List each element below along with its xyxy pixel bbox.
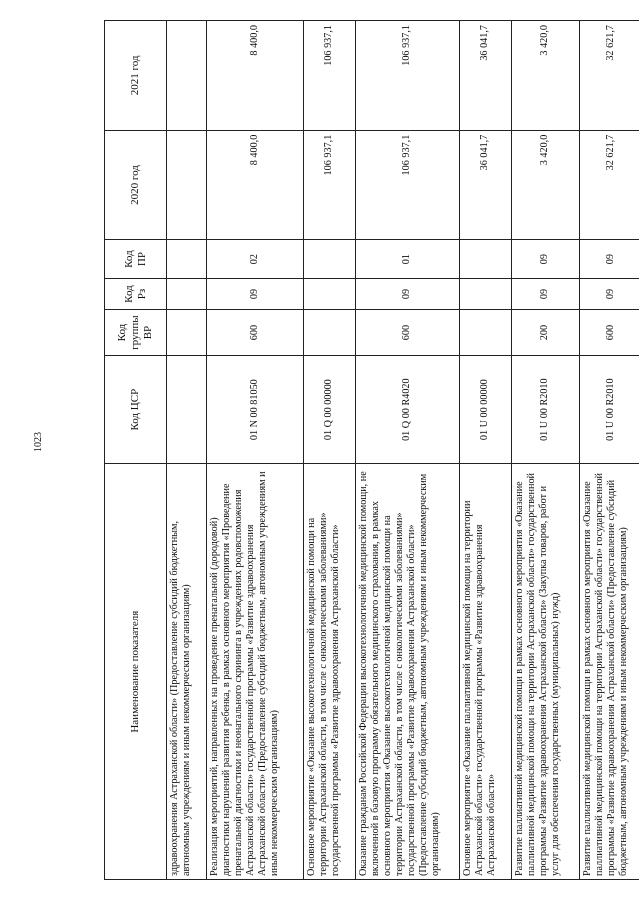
row-2021: 106 937,1 <box>304 21 356 131</box>
row-vr: 600 <box>356 310 460 356</box>
row-rz: 09 <box>512 278 580 309</box>
row-vr <box>304 310 356 356</box>
row-2021 <box>167 21 207 131</box>
row-2020: 8 400,0 <box>207 130 304 240</box>
row-csr: 01 Q 00 00000 <box>304 355 356 463</box>
row-csr <box>167 355 207 463</box>
row-csr: 01 N 00 81050 <box>207 355 304 463</box>
row-2020: 32 621,7 <box>580 130 639 240</box>
table-row <box>356 21 460 880</box>
header-2020: 2020 год <box>105 130 167 240</box>
row-rz <box>167 278 207 309</box>
row-rz: 09 <box>207 278 304 309</box>
row-name: Оказание гражданам Российской Федерации высокотехнологичной медицинской помощи, не включенной в базовую программу обязательного медицинского страхования, в рамках основного мероприятия «Оказание высокотехнологичной медицинской помощи на территории Астраханской области, в том числе с онкологическими заболеваниями» государственной программы «Развитие здравоохранения Астраханской области» (Предоставление субсидий бюджетным, автономным учреждениям и иным некоммерческим организациям) <box>356 464 460 880</box>
row-csr: 01 U 00 R2010 <box>512 355 580 463</box>
row-csr: 01 U 00 R2010 <box>580 355 639 463</box>
row-name: Реализация мероприятий, направленных на проведение пренатальной (дородовой) диагностики нарушений развития ребенка, в рамках основного мероприятия «Проведение пренатальной диагностики и неонатального скрининга в учреждениях родовспоможения Астраханской области» государственной программы «Развитие здравоохранения Астраханской области» (Предоставление субсидий бюджетным, автономным учреждениям и иным некоммерческим организациям) <box>207 464 304 880</box>
header-2021: 2021 год <box>105 21 167 131</box>
row-2021: 106 937,1 <box>356 21 460 131</box>
row-2020 <box>167 130 207 240</box>
table-header-row <box>105 21 167 880</box>
row-csr: 01 U 00 00000 <box>460 355 512 463</box>
row-pr <box>304 240 356 279</box>
row-name: Основное мероприятие «Оказание высокотехнологичной медицинской помощи на территории Астраханской области, в том числе с онкологическими заболеваниями» государственной программы «Развитие здравоохранения Астраханской области» <box>304 464 356 880</box>
row-name: Развитие паллиативной медицинской помощи в рамках основного мероприятия «Оказание паллиативной медицинской помощи на территории Астраханской области» государственной программы «Развитие здравоохранения Астраханской области» (Закупка товаров, работ и услуг для обеспечения государственных (муниципальных) нужд) <box>512 464 580 880</box>
table-row <box>512 21 580 880</box>
row-vr: 600 <box>580 310 639 356</box>
header-rz: Код Рз <box>105 278 167 309</box>
row-rz <box>460 278 512 309</box>
row-pr: 09 <box>580 240 639 279</box>
table-row <box>304 21 356 880</box>
row-vr <box>167 310 207 356</box>
row-2020: 106 937,1 <box>356 130 460 240</box>
row-name: Основное мероприятие «Оказание паллиативной медицинской помощи на территории Астраханской области» государственной программы «Развитие здравоохранения Астраханской области» <box>460 464 512 880</box>
header-pr: Код ПР <box>105 240 167 279</box>
row-2020: 36 041,7 <box>460 130 512 240</box>
table-row <box>580 21 639 880</box>
row-2020: 106 937,1 <box>304 130 356 240</box>
row-rz <box>304 278 356 309</box>
header-vr: Код группы ВР <box>105 310 167 356</box>
table-row <box>167 21 207 880</box>
row-vr: 200 <box>512 310 580 356</box>
row-pr: 02 <box>207 240 304 279</box>
row-pr <box>167 240 207 279</box>
row-pr: 09 <box>512 240 580 279</box>
header-csr: Код ЦСР <box>105 355 167 463</box>
row-2020: 3 420,0 <box>512 130 580 240</box>
header-name: Наименование показателя <box>105 464 167 880</box>
row-pr <box>460 240 512 279</box>
row-rz: 09 <box>356 278 460 309</box>
page-number: 1023 <box>33 432 44 452</box>
row-2021: 8 400,0 <box>207 21 304 131</box>
row-csr: 01 Q 00 R4020 <box>356 355 460 463</box>
row-2021: 32 621,7 <box>580 21 639 131</box>
row-name: Развитие паллиативной медицинской помощи в рамках основного мероприятия «Оказание паллиативной медицинской помощи на территории Астраханской области» государственной программы «Развитие здравоохранения Астраханской области» (Предоставление субсидий бюджетным, автономным учреждениям и иным некоммерческим организациям) <box>580 464 639 880</box>
row-name: здравоохранения Астраханской области» (Предоставление субсидий бюджетным, автономным учреждениям и иным некоммерческим организациям) <box>167 464 207 880</box>
row-2021: 36 041,7 <box>460 21 512 131</box>
budget-table <box>104 20 639 880</box>
table-row <box>207 21 304 880</box>
table-row <box>460 21 512 880</box>
row-vr <box>460 310 512 356</box>
row-2021: 3 420,0 <box>512 21 580 131</box>
row-rz: 09 <box>580 278 639 309</box>
rotated-page <box>104 20 634 880</box>
row-pr: 01 <box>356 240 460 279</box>
row-vr: 600 <box>207 310 304 356</box>
